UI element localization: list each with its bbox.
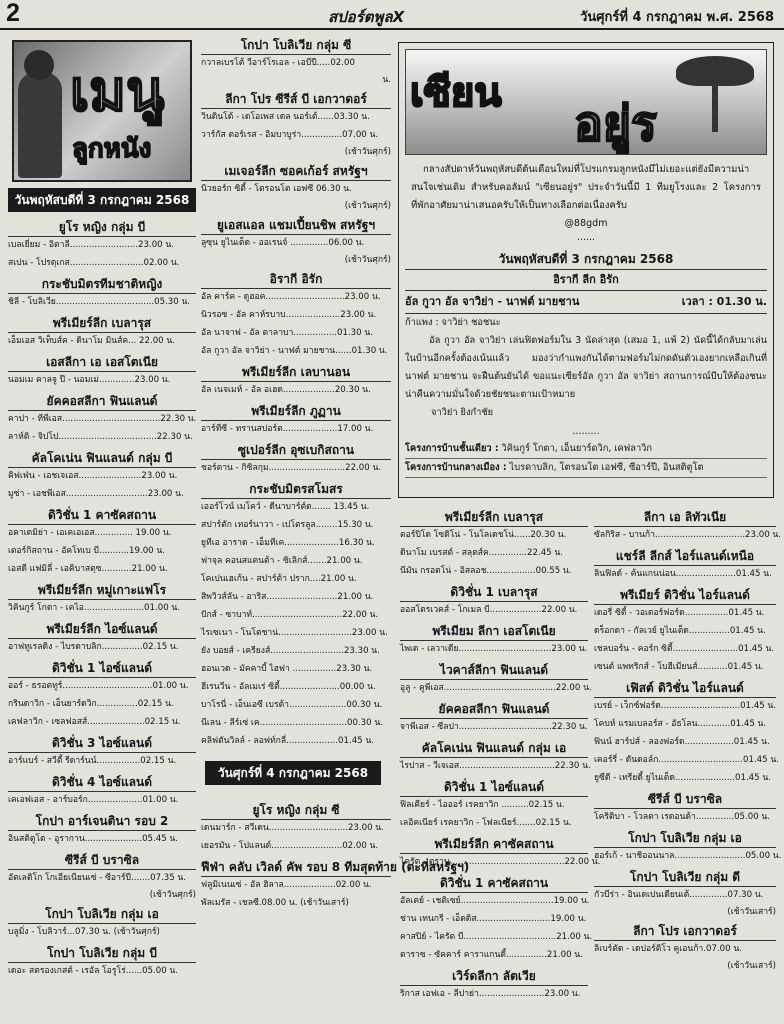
column-4	[594, 506, 782, 1022]
league-section	[201, 216, 391, 268]
league-heading: ดิวิชั่น 1 คาซัคสถาน	[400, 874, 588, 893]
separator-dots: ......	[576, 232, 596, 243]
match-row: เดนมาร์ก - สวีเดน.............................23.00 น.	[201, 823, 384, 833]
league-heading: เมเจอร์ลีก ซอคเก้อร์ สหรัฐฯ	[201, 162, 391, 181]
league-section	[8, 275, 196, 312]
match-row: สเปน - โปรตุเกส...........................02.00 น.	[8, 258, 180, 268]
match-row: น.	[382, 75, 391, 85]
match-row: ดินาโม เบรสต์ - สลุตส์ค..............22.45 น.	[400, 548, 563, 558]
match-row: โคริติบา - โวลตา เรดอนด้า..............05.00 น.	[594, 812, 771, 822]
match-row: (เช้าวันศุกร์)	[344, 255, 391, 265]
feature-league: อิรากี ลีก อิรัก	[405, 270, 767, 291]
league-heading: ดิวิชั่น 1 ไอซ์แลนด์	[8, 659, 196, 678]
match-row: อัล กูวา อัล จาวิย่า - นาฟต์ มายชาน......01.30 น.	[201, 346, 388, 356]
feature-analysis: อัล กูวา อัล จาวิย่า เล่นฟิตฟอร์มใน 3 นัดล่าสุด (เสมอ 1, แพ้ 2) นัดนี้ได้กลับมาเล่นในบ้านอีกครั้งต้องเน้นแล้ว มองว่ากำแพงกันได้ตามฟอร์มไม่กดดันตัวเองยากเหลือเกินที่นาฟต์ มายชาน จะฝืนต้นยันได้ ขอแนะเซียร์อัล กูวา อัล จาวิย่า สถานการณ์บีบให้ต้องชนะ น่าคืนความมั่นใจด้วยชัยชนะตามเป้าหมาย	[405, 335, 767, 400]
league-section	[8, 905, 196, 942]
project-label-1: โครงการบ้านชั้นเดียว :	[405, 443, 499, 454]
league-heading: ดิวิชั่น 1 คาซัคสถาน	[8, 506, 196, 525]
league-section	[594, 829, 782, 866]
match-row: ไรเซเนา - โนโตชาน่...........................23.00 น.	[201, 628, 388, 638]
menu-banner	[12, 40, 192, 182]
match-row: ไพเด - เลวาเดีย..................................23.00 น.	[400, 644, 588, 654]
league-section	[8, 944, 196, 981]
match-row: เอสดี แฟมิลี่ - เอคิบาสตุซ...........21.00 น.	[8, 564, 168, 574]
match-row: ไรปาส - วีเจเอส...................................22.30 น.	[400, 761, 591, 771]
tree-trunk-icon	[712, 82, 718, 132]
player-head-icon	[24, 50, 54, 80]
match-row: กวาลเบรโต้ วีอาร์โรเอล - เอบีปี.....02.00	[201, 58, 355, 68]
project-label-2: โครงการบ้านกลางเมือง :	[405, 462, 507, 473]
match-row: อูลู - คูพีเอส.........................................22.00 น.	[400, 683, 592, 693]
match-row: ฟินน์ ฮาร์ปส์ - ลองฟอร์ด..................01.45 น.	[594, 737, 770, 747]
match-row: อัล นาจาฟ - อัล ตาลาบา................01.30 น.	[201, 328, 373, 338]
match-row: บาโรนี่ - เอ็นเอซี เบรด้า.....................00.30 น.	[201, 700, 383, 710]
league-section	[400, 739, 591, 776]
league-section	[400, 508, 588, 581]
league-heading: ดิวิชั่น 4 ไอซ์แลนด์	[8, 773, 196, 792]
league-heading: เวิร์ดลีกา ลัตเวีย	[400, 967, 588, 986]
match-row: ลินฟิลด์ - ค้นแกนน่อน......................01.45 น.	[594, 569, 772, 579]
match-row: นอมเม คาลจู ปี - นอมเม่.............23.00 น.	[8, 375, 171, 385]
match-row: ช่าน เทนกรี - เอ็ดดิส...........................19.00 น.	[400, 914, 587, 924]
league-section	[400, 622, 588, 659]
league-section	[8, 218, 196, 273]
league-heading: ดิวิชั่น 3 ไอซ์แลนด์	[8, 734, 196, 753]
match-row: นีเลน - ลีร์เซ่ เค................................00.30 น.	[201, 718, 383, 728]
league-section	[400, 661, 592, 698]
brand-logo: สปอร์ตพูลX	[328, 8, 405, 26]
feature-time: เวลา : 01.30 น.	[681, 295, 767, 308]
feature-banner-title-2: อยู่ร	[574, 98, 657, 151]
match-row: เคอร์รี่ - ดันดอล์ก...............................01.45 น.	[594, 755, 779, 765]
column-3	[400, 506, 601, 1022]
match-row: (เช้าวันศุกร์)	[344, 201, 391, 211]
match-row: บลูมิ่ง - โบลิวาร์...07.30 น. (เช้าวันศุกร์)	[8, 927, 160, 937]
project-row-2	[405, 459, 767, 478]
league-heading: พรีเมียม ลีกา เอสโตเนีย	[400, 622, 588, 641]
match-row: อัลเตย์ - เชติเซย์..................................19.00 น.	[400, 896, 590, 906]
match-row: เบลเยี่ยม - อิตาลี.........................23.00 น.	[8, 240, 174, 250]
match-row: ฮอร์เก้ - นาชิออนนาล..........................05.00 น.	[594, 851, 782, 861]
league-section	[400, 700, 588, 737]
date-bar-friday: วันศุกร์ที่ 4 กรกฎาคม 2568	[205, 761, 381, 785]
match-row: ยูทีเอ อาราด - เอ็มทีเค....................16.30 น.	[201, 538, 375, 548]
match-row: ฟลูมิเนนเซ่ - อัล ฮิลาล...................02.00 น.	[201, 880, 372, 890]
league-heading: กระชับมิตรสโมสร	[201, 480, 391, 499]
league-heading: ไวคาส์ลีกา ฟินแลนด์	[400, 661, 588, 680]
league-section	[8, 734, 196, 771]
match-row: วินดินโด้ - เดโอเพส เดล นอร์เต้......03.30 น.	[201, 112, 370, 122]
league-section	[201, 402, 391, 439]
league-section	[400, 835, 601, 872]
league-section	[201, 270, 391, 361]
separator-dots-2: .........	[572, 426, 600, 437]
league-section	[8, 812, 196, 849]
match-row: ซัลกิริส - บานก้า.................................23.00 น.	[594, 530, 781, 540]
league-section	[594, 586, 776, 677]
match-row: โคเปนเฮเก้น - สปาร์ต้า ปราก....21.00 น.	[201, 574, 357, 584]
feature-pick: ก้าแพง : จาวิย่า ชอชนะ	[405, 317, 501, 328]
match-row: ฮอนเวด - มัคคาบี้ ไฮฟา ................23.30 น.	[201, 664, 373, 674]
match-row: คิฟเฟ่น - เอชเจเอส.......................23.00 น.	[8, 471, 178, 481]
league-section	[201, 36, 391, 88]
league-section	[8, 851, 196, 903]
league-heading: โกปา โบลิเวีย กลุ่ม เอ	[594, 829, 776, 848]
league-section	[594, 508, 781, 545]
date-bar-thursday: วันพฤหัสบดีที่ 3 กรกฎาคม 2568	[8, 188, 196, 212]
match-row: อาฟทูเรลดิง - ไบรดาบลิก...............02.15 น.	[8, 642, 179, 652]
match-row: วิคินกูร์ โกตา - เคไอ......................01.00 น.	[8, 603, 180, 613]
match-row: อินสติตูโต - อูรากาน.....................05.45 น.	[8, 834, 179, 844]
feature-match	[405, 291, 767, 314]
match-row: ตาราซ - ซัคคาร์ คาราแกนดี้...............21.00 น.	[400, 950, 583, 960]
league-section	[594, 868, 776, 920]
league-heading: ดิวิชั่น 1 เบลารุส	[400, 583, 588, 602]
league-section	[8, 773, 196, 810]
match-row: เลอิคเนียร์ เรคยาวิก - โฟลเนียร์.......02.15 น.	[400, 818, 572, 828]
league-heading: คัลโคเน่น ฟินแลนด์ กลุ่ม บี	[8, 449, 196, 468]
match-row: อัล เนจเมห์ - อัล อเฮด...................20.30 น.	[201, 385, 371, 395]
match-row: วาร์กัส ตอร์เรส - อิมบาบูร่า...............07.00 น.	[201, 130, 379, 140]
league-heading: แชร์ลี ลีกส์ ไอร์แลนด์เหนือ	[594, 547, 776, 566]
match-row: เบรย์ - เว็กซ์ฟอร์ด.............................01.45 น.	[594, 701, 777, 711]
league-heading: ยัคคอสลีกา ฟินแลนด์	[8, 392, 196, 411]
league-section	[8, 506, 196, 579]
league-heading: โกปา โบลิเวีย กลุ่ม ซี	[201, 36, 391, 55]
league-section	[201, 363, 391, 400]
match-row: ชอร์ตาน - กิซิลกุม............................22.00 น.	[201, 463, 382, 473]
league-heading: ยูโร หญิง กลุ่ม บี	[8, 218, 196, 237]
league-heading: ลีกา โปร ซีรีส์ บี เอกวาดอร์	[201, 90, 391, 109]
league-section	[400, 874, 593, 965]
header-date: วันศุกร์ที่ 4 กรกฎาคม พ.ศ. 2568	[580, 10, 774, 25]
league-heading: อิรากี อิรัก	[201, 270, 391, 289]
league-section	[8, 392, 196, 447]
match-row: เอ็มเอส วิเท็บส์ค - ดินาโม มินส์ค... 22.00 น.	[8, 336, 175, 346]
league-heading: โกปา โบลิเวีย กลุ่ม บี	[8, 944, 196, 963]
page-header	[0, 0, 784, 30]
league-section	[8, 353, 196, 390]
league-heading: ยูโร หญิง กลุ่ม ซี	[201, 801, 391, 820]
feature-tip: จาวิย่า ยิงกำชัย	[431, 407, 494, 418]
league-heading: ซูเปอร์ลีก อุซเบกิสถาน	[201, 441, 391, 460]
match-row: อัตเลติโก โกเอียเนียนเซ่ - ซีอาร์ปี.......07.35 น.	[8, 873, 187, 883]
league-section	[201, 858, 470, 913]
league-section	[400, 583, 588, 620]
match-row: สปาร์ตัก เทอร์นาวา - เปโตรลูล........15.30 น.	[201, 520, 374, 530]
match-row: โคบห์ แรมเบลอร์ส - อัธโลน............01.45 น.	[594, 719, 767, 729]
match-row: ยูซีดี - เทรียดี้ ยูไนเต็ด......................01.45 น.	[594, 773, 771, 783]
match-row: ลิเบร์ตัด - เดปอร์ติโว คูเอนก้า.07.00 น.	[594, 944, 742, 954]
match-row: นีมัน กรอดโน่ - อิสลอช..................00.55 น.	[400, 566, 572, 576]
league-heading: พรีเมียร์ลีก เบลารุส	[400, 508, 588, 527]
match-row: เดอรี่ ซิตี้ - วอเตอร์ฟอร์ด................01.45 น.	[594, 608, 765, 618]
league-section	[201, 441, 391, 478]
league-section	[594, 790, 776, 827]
player-silhouette-icon	[18, 72, 62, 178]
menu-title: เมนู	[70, 59, 165, 122]
league-section	[594, 679, 779, 788]
author-handle: @88gdm	[564, 218, 608, 229]
league-heading: ฟีฟ่า คลับ เวิลด์ คัพ รอบ 8 ทีมสุดท้าย (ตะที่สหรัฐฯ)	[201, 858, 391, 877]
league-section	[201, 90, 391, 160]
match-row: ไครัต - ตูราน..........................................22.00 น.	[400, 857, 601, 867]
league-heading: พรีเมียร์ลีก ไอซ์แลนด์	[8, 620, 196, 639]
league-heading: พรีเมียร์ลีก คาซัคสถาน	[400, 835, 588, 854]
league-heading: ซีรีส์ บี บราซิล	[594, 790, 776, 809]
match-row: ปักส์ - ซาบาท์.................................22.00 น.	[201, 610, 379, 620]
league-section	[8, 620, 196, 657]
match-row: ออร์ - ธรอตทูร์.................................01.00 น.	[8, 681, 189, 691]
match-row: (เช้าวันเสาร์)	[727, 961, 776, 971]
match-row: เออร์โวน์ เมโคว์ - ดีนาบาร์ต์ต....... 13.45 น.	[201, 502, 370, 512]
match-row: ออสโตรเวคส์ - โกเมล บี...................22.00 น.	[400, 605, 578, 615]
league-section	[594, 922, 776, 974]
match-row: กัวบีร่า - อินเดเปนเดียนเต้..............07.30 น.	[594, 890, 764, 900]
match-row: มูซ่า - เอชพีเอส..............................23.00 น.	[8, 489, 184, 499]
match-row: (เช้าวันศุกร์)	[344, 147, 391, 157]
league-heading: เอสลีกา เอ เอสโตเนีย	[8, 353, 196, 372]
league-heading: โกปา โบลิเวีย กลุ่ม เอ	[8, 905, 196, 924]
match-row: เดอะ สตรองเกสต์ - เรอัล โอรูโร่......05.00 น.	[8, 966, 179, 976]
league-heading: ยัคคอสลีกา ฟินแลนด์	[400, 700, 588, 719]
league-heading: โกปา โบลิเวีย กลุ่ม ดี	[594, 868, 776, 887]
feature-date: วันพฤหัสบดีที่ 3 กรกฎาคม 2568	[405, 249, 767, 270]
feature-match-teams: อัล กูวา อัล จาวิย่า - นาฟต์ มายชาน	[405, 295, 580, 308]
match-row: ลูซุน ยูไนเต็ด - ออเรนจ์ ..............06.00 น.	[201, 238, 365, 248]
match-row: ตอร์ปิโด โซดิโน่ - โนโลเดชโน่......20.30 น.	[400, 530, 567, 540]
league-heading: พรีเมียร์ลีก เลบานอน	[201, 363, 391, 382]
league-section	[201, 162, 391, 214]
league-heading: กระชับมิตรทีมชาติหญิง	[8, 275, 196, 294]
league-heading: พรีเมียร์ลีก ภูฏาน	[201, 402, 391, 421]
league-heading: พรีเมียร์ลีก เบลารุส	[8, 314, 196, 333]
league-section	[201, 480, 391, 751]
match-row: ฟิลเคียร์ - ไอออร์ เรคยาวิก ..........02.15 น.	[400, 800, 565, 810]
league-section	[8, 581, 196, 618]
league-heading: ยูเอสแอล แชมเปี้ยนชิพ สหรัฐฯ	[201, 216, 391, 235]
league-section	[400, 967, 588, 1004]
match-row: เยอรมัน - โปแลนด์..........................02.00 น.	[201, 841, 379, 851]
match-row: นิวรอซ - อัล คาห์รบาบ....................23.00 น.	[201, 310, 377, 320]
league-heading: พรีเมียร์ ดิวิชั่น ไอร์แลนด์	[594, 586, 776, 605]
match-row: ยัง บอยส์ - เครียงส์...........................23.30 น.	[201, 646, 380, 656]
league-heading: ลีกา เอ ลิทัวเนีย	[594, 508, 776, 527]
menu-subtitle: ลูกหนัง	[72, 133, 152, 163]
match-row: (เช้าวันศุกร์)	[149, 890, 196, 900]
match-row: อคาเดมิย่า - เอเคเอเอส.............. 19.00 น.	[8, 528, 172, 538]
match-row: เชลบอร์น - คอร์ก ซิตี้........................01.45 น.	[594, 644, 775, 654]
column-1	[8, 216, 196, 1022]
league-heading: โกปา อาร์เจนตินา รอบ 2	[8, 812, 196, 831]
match-row: ฟาจุล คอนสแตนต้า - ซิเลิกส์.......21.00 น.	[201, 556, 363, 566]
league-section	[201, 801, 391, 856]
match-row: เซนต์ แพทริกส์ - โบฮีเมียนส์...........01.45 น.	[594, 662, 764, 672]
league-heading: เฟิสต์ ดิวิชั่น ไอร์แลนด์	[594, 679, 776, 698]
league-heading: พรีเมียร์ลีก หมู่เกาะแฟโร	[8, 581, 196, 600]
match-row: เตอร์กิสถาน - อัคโทเบ บี...........19.00 น.	[8, 546, 165, 556]
match-row: ริกาส เอฟเอ - ลีปาย่า........................23.00 น.	[400, 989, 581, 999]
match-row: พัลเมรัส - เชลซี.08.00 น. (เช้าวันเสาร์)	[201, 898, 349, 908]
feature-box	[398, 42, 774, 498]
match-row: ดร็อกดา - กัลเวย์ ยูไนเต็ด...............01.45 น.	[594, 626, 766, 636]
match-row: กรินดาวิก - เอ็นยาร์ดวิก...............02.15 น.	[8, 699, 174, 709]
match-row: ชิลี - โบลิเวีย....................................05.30 น.	[8, 297, 191, 307]
match-row: (เช้าวันเสาร์)	[727, 907, 776, 917]
match-row: ลาห์ติ - จิปโป....................................22.30 น.	[8, 432, 193, 442]
league-section	[8, 314, 196, 351]
league-section	[8, 659, 196, 732]
match-row: ฮีเรนวีน - อัลเมเร่ ซิตี้......................00.00 น.	[201, 682, 376, 692]
match-row: สิพวิวส์ลัน - อาริส..........................21.00 น.	[201, 592, 374, 602]
match-row: เคฟลาวิก - เซลฟอสส์.....................02.15 น.	[8, 717, 181, 727]
match-row: นิวยอร์ก ซิตี้ - โตรอนโต เอฟซี 06.30 น.	[201, 184, 352, 194]
match-row: คาสปิย์ - ไครัต บี..................................21.00 น.	[400, 932, 593, 942]
league-heading: ลีกา โปร เอกวาดอร์	[594, 922, 776, 941]
league-section	[8, 449, 196, 504]
match-row: อาร์แบร์ - สวีตี้ รีดาร์นน์................02.15 น.	[8, 756, 177, 766]
match-row: อัล คาร์ค - ดูฮอค.............................23.00 น.	[201, 292, 381, 302]
league-heading: ซีรีส์ บี บราซิล	[8, 851, 196, 870]
match-row: อาร์ทีซี - ทรานสปอร์ต....................17.00 น.	[201, 424, 374, 434]
match-row: จาพีเอส - ซีลปา..................................22.30 น.	[400, 722, 588, 732]
league-heading: ดิวิชั่น 1 ไอซ์แลนด์	[400, 778, 588, 797]
league-section	[594, 547, 776, 584]
project-row-1	[405, 440, 767, 459]
match-row: คาปา - ทีพีเอส....................................22.30 น.	[8, 414, 197, 424]
match-row: เคเอฟเอส - อาร์บอร์ก....................01.00 น.	[8, 795, 179, 805]
league-heading: คัลโคเน่น ฟินแลนด์ กลุ่ม เอ	[400, 739, 588, 758]
project-value-1: วิคินกูร์ โกตา, เอ็นยาร์ดวิก, เคฟลาวิก	[501, 443, 653, 454]
feature-intro: กลางสัปดาห์วันพฤหัสบดีต้นเดือนใหม่ที่โปรแกรมลูกหนังมีไม่เยอะแต่ยังมีความน่าสนใจเช่นเดิม สำหรับคอลัมน์ "เซียนอยู่ร" ประจำวันนี้มี 1 ทีมยูโรงและ 2 โครงการที่พักอาศัยมาน่าเสนอครับให้เป็นทางเลือกต่อเนื่องครับ	[411, 164, 761, 211]
page-number: 2	[6, 0, 20, 27]
project-value-2: ไบรดาบลิก, โตรอนโต เอฟซี, ซีอาร์ปี, อินสติตูโต	[509, 462, 704, 473]
league-section	[400, 778, 588, 833]
feature-banner	[405, 49, 767, 155]
feature-banner-title: เซียน	[410, 71, 502, 115]
match-row: คลิฟตันวิลล์ - ลอฟท์กลี่...................01.45 น.	[201, 736, 374, 746]
